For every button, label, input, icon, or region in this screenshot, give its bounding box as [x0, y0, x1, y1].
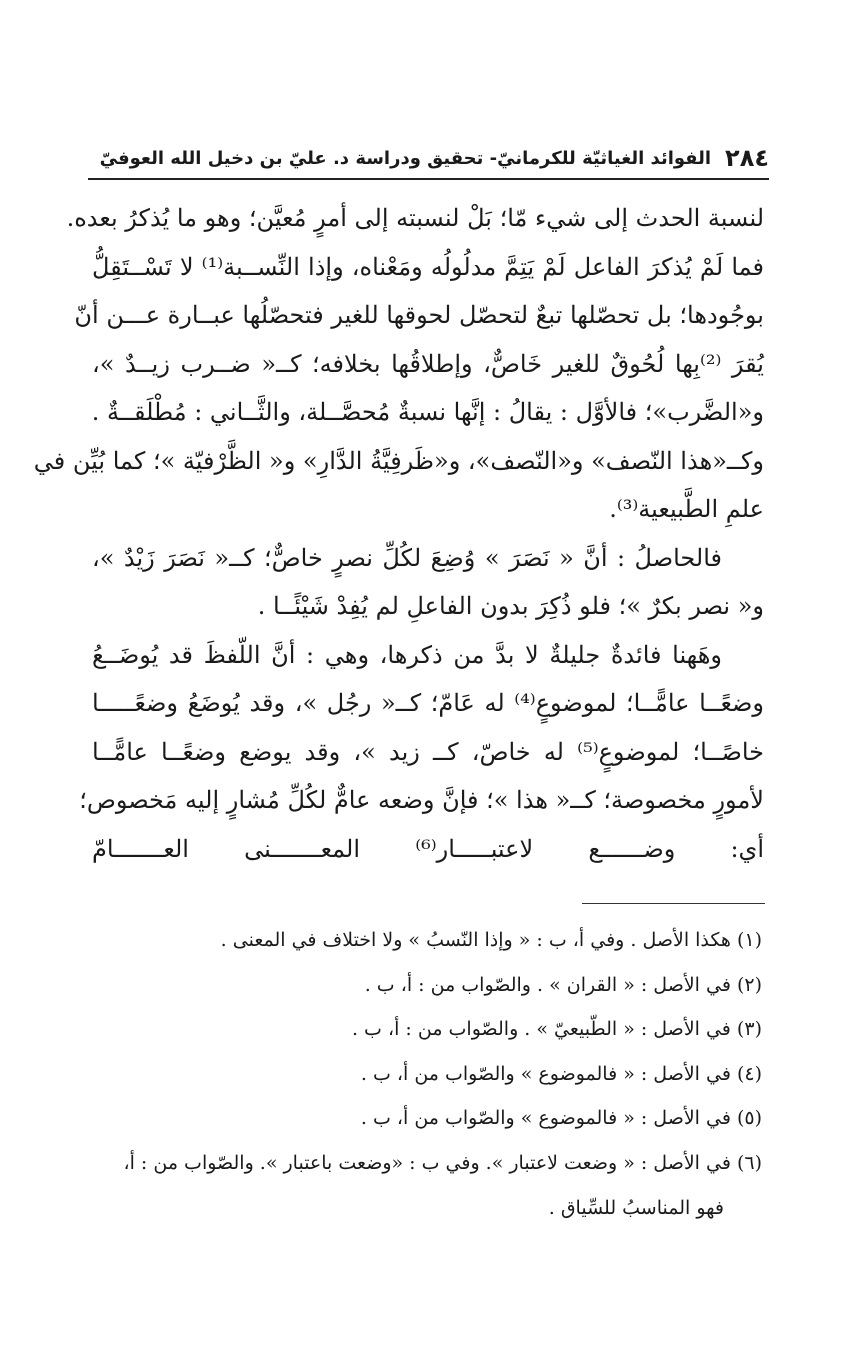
footnote: (٢) في الأصل : « القران » . والصّواب من : أ، ب .: [364, 973, 762, 996]
body-line: وهَهنا فائدةٌ جليلةٌ لا بدَّ من ذكرها، وهي : أنَّ اللّفظَ قد يُوضَــعُ: [92, 640, 722, 669]
body-line: لنسبة الحدث إلى شيء مّا؛ بَلْ لنسبته إلى أمرٍ مُعيَّن؛ وهو ما يُذكرُ بعده.: [66, 204, 764, 232]
body-line: لأمورٍ مخصوصة؛ كــ« هذا »؛ فإنَّ وضعه عامٌّ لكُلِّ مُشارٍ إليه مَخصوص؛: [79, 786, 764, 814]
body-line: أي: وضــــــع لاعتبـــــار⁽⁶⁾ المعـــــــنى العـــــــامّ: [92, 834, 765, 863]
running-header: [88, 138, 769, 178]
body-line: و«الضَّرب»؛ فالأوَّل : يقالُ : إنَّها نسبةٌ مُحصَّــلة، والثَّــاني : مُطْلَقــةٌ .: [91, 398, 764, 426]
footnote: (٤) في الأصل : « فالموضوع » والصّواب من أ، ب .: [360, 1062, 762, 1085]
body-line: فالحاصلُ : أنَّ « نَصَرَ » وُضِعَ لكُلِّ نصرٍ خاصٌّ؛ كــ« نَصَرَ زَيْدٌ »،: [92, 543, 723, 572]
header-rule: [88, 178, 769, 180]
footnote: (٣) في الأصل : « الطّبيعيّ » . والصّواب من : أ، ب .: [351, 1018, 762, 1041]
body-line: فما لَمْ يُذكرَ الفاعل لَمْ يَتِمَّ مدلُولُه ومَعْناه، وإذا النِّســبة⁽¹⁾ لا تَسْــتَقِلُّ: [92, 252, 764, 281]
footnote-separator: [582, 903, 765, 904]
main-text: [33, 194, 765, 873]
body-line: بوجُودها؛ بل تحصّلها تبعٌ لتحصّل لحوقها للغير فتحصّلُها عبــارة عـــن أنّ: [74, 301, 764, 329]
body-line: و« نصر بكرٌ »؛ فلو ذُكِرَ بدون الفاعلِ لم يُفِدْ شَيْئًــا .: [257, 592, 764, 620]
body-line: علمِ الطَّبيعية⁽³⁾.: [609, 495, 764, 523]
footnote-continuation: فهو المناسبُ للسِّياق .: [548, 1196, 724, 1219]
footnote: (١) هكذا الأصل . وفي أ، ب : « وإذا النّسبُ » ولا اختلاف في المعنى .: [220, 929, 762, 951]
running-header-title: الفوائد الغياثيّة للكرمانيّ- تحقيق ودراسة د. عليّ بن دخيل الله العوفيّ: [99, 147, 712, 169]
body-line: وكــ«هذا النّصف» و«النّصف»، و«ظَرفِيَّةُ الدَّارِ» و« الظَّرْفيّة »؛ كما بُيِّن في: [33, 446, 764, 475]
footnote: (٦) في الأصل : « وضعت لاعتبار ». وفي ب : «وضعت باعتبار ». والصّواب من : أ،: [123, 1151, 762, 1174]
body-line: يُقرَ ⁽²⁾بِها لُحُوقٌ للغير خَاصٌّ، وإطلاقُها بخلافه؛ كــ« ضــرب زيــدٌ »،: [92, 349, 764, 378]
footnotes: [92, 918, 762, 1230]
body-line: وضعًــا عامًّــا؛ لموضوعٍ⁽⁴⁾ له عَامّ؛ كــ« رجُل »، وقد يُوضَعُ وضعًـــــا: [92, 689, 765, 717]
footnote: (٥) في الأصل : « فالموضوع » والصّواب من أ، ب .: [360, 1107, 762, 1130]
body-line: خاصًــا؛ لموضوعٍ⁽⁵⁾ له خاصّ، كــ زيد »، وقد يوضع وضعًــا عامًّــا: [92, 737, 764, 766]
page-number: ٢٨٤: [725, 144, 769, 172]
